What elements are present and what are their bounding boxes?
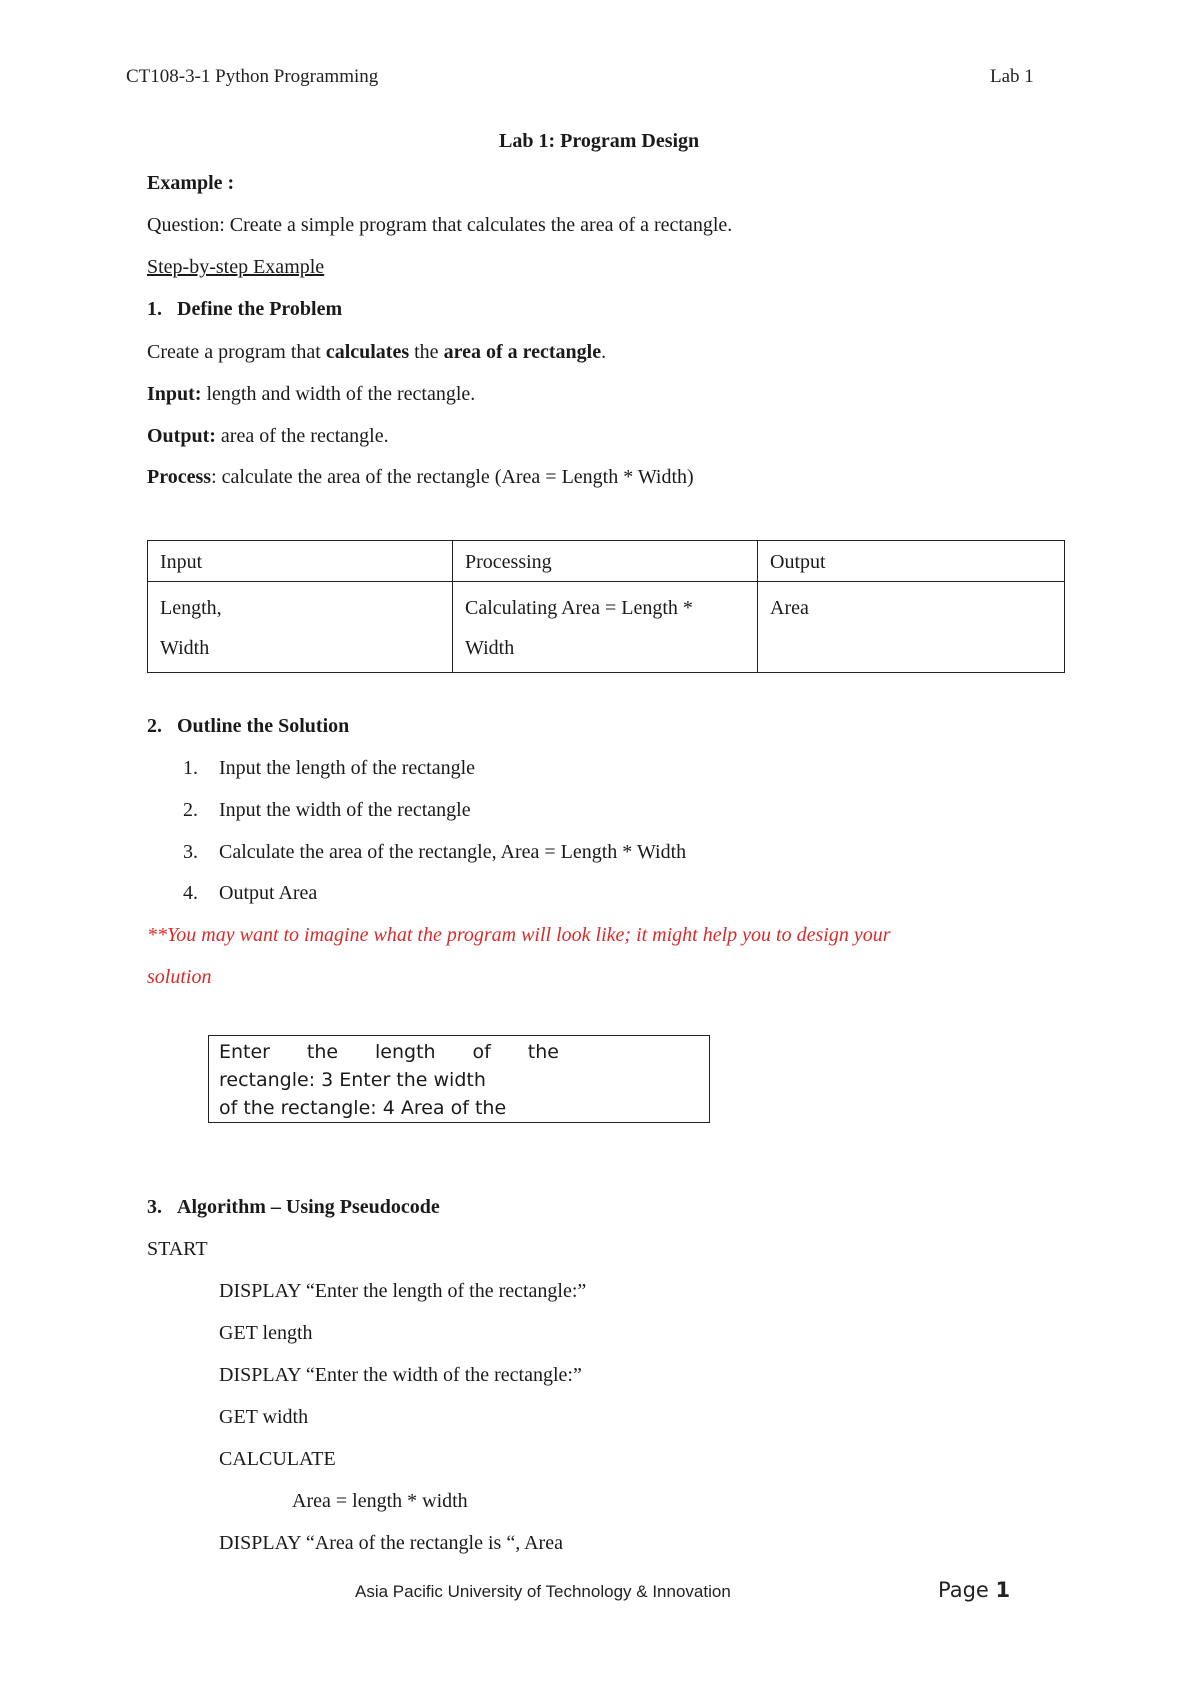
- question-text: Question: Create a simple program that calculates the area of a rectangle.: [147, 214, 733, 236]
- section2-title: Outline the Solution: [177, 715, 350, 737]
- footer-page: [938, 1578, 1010, 1602]
- outline-step: [183, 882, 317, 905]
- page-title: Lab 1: Program Design: [499, 130, 700, 152]
- statement-end: .: [601, 341, 607, 363]
- ipo-header-output: Output: [758, 541, 1065, 582]
- process-label: Process: [147, 466, 212, 488]
- statement-bold-1: calculates: [325, 341, 410, 363]
- outline-step-text: Calculate the area of the rectangle, Area = Length * Width: [219, 841, 687, 863]
- outline-step-text: Output Area: [219, 882, 318, 904]
- outline-step-number: 3.: [183, 841, 198, 863]
- ipo-cell-input: [148, 582, 453, 673]
- pseudocode-line: GET length: [219, 1322, 313, 1344]
- section1-title: Define the Problem: [177, 298, 343, 320]
- section3-heading: [147, 1196, 440, 1219]
- outline-step-number: 4.: [183, 882, 198, 904]
- ipo-header-input: Input: [148, 541, 453, 582]
- console-line-3: of the rectangle: 4 Area of the: [219, 1097, 507, 1119]
- console-word: the: [306, 1041, 339, 1063]
- section3-number: 3.: [147, 1196, 162, 1218]
- ipo-cell-output: [758, 582, 1065, 673]
- outline-step: [183, 757, 475, 780]
- section2-number: 2.: [147, 715, 162, 737]
- page-word: Page: [938, 1578, 989, 1602]
- ipo-data-row: [148, 582, 1065, 673]
- input-text: length and width of the rectangle.: [201, 383, 476, 405]
- ipo-table: [147, 540, 1065, 673]
- console-word: of: [472, 1041, 491, 1063]
- design-note-line2: solution: [147, 966, 212, 988]
- pseudocode-line: CALCULATE: [219, 1448, 336, 1470]
- section3-title: Algorithm – Using Pseudocode: [177, 1196, 440, 1218]
- pseudocode-display-area: DISPLAY “Area of the rectangle is “, Area: [219, 1532, 563, 1554]
- input-label: Input:: [147, 383, 202, 405]
- output-text: area of the rectangle.: [215, 425, 389, 447]
- console-preview-box: [208, 1035, 710, 1123]
- ipo-header-processing: Processing: [453, 541, 758, 582]
- outline-step-text: Input the length of the rectangle: [219, 757, 476, 779]
- console-word: Enter: [219, 1041, 270, 1063]
- console-word: the: [527, 1041, 559, 1063]
- outline-step: [183, 799, 471, 822]
- statement-mid: the: [409, 341, 444, 363]
- ipo-cell-processing: [453, 582, 758, 673]
- design-note-line1: **You may want to imagine what the program will look like; it might help you to design your: [147, 924, 891, 946]
- output-line: [147, 425, 389, 448]
- outline-step-number: 1.: [183, 757, 198, 779]
- header-course: CT108-3-1 Python Programming: [126, 66, 379, 87]
- pseudocode-line: DISPLAY “Enter the length of the rectangle:”: [219, 1280, 587, 1302]
- console-line-2: rectangle: 3 Enter the width: [219, 1069, 486, 1091]
- step-by-step-link: Step-by-step Example: [147, 256, 325, 278]
- process-text: : calculate the area of the rectangle (Area = Length * Width): [211, 466, 694, 488]
- ipo-input-line: Width: [160, 637, 210, 659]
- ipo-input-line: Length,: [160, 597, 222, 619]
- outline-step-number: 2.: [183, 799, 198, 821]
- example-label: Example :: [147, 172, 235, 194]
- pseudocode-start: START: [147, 1238, 208, 1260]
- pseudocode-line: GET width: [219, 1406, 309, 1428]
- statement-pre: Create a program that: [147, 341, 326, 363]
- outline-step-text: Input the width of the rectangle: [219, 799, 471, 821]
- console-word: length: [375, 1041, 436, 1063]
- header-lab: Lab 1: [990, 66, 1034, 87]
- output-label: Output:: [147, 425, 216, 447]
- section2-heading: [147, 715, 349, 738]
- section1-number: 1.: [147, 298, 162, 320]
- ipo-output-line: Area: [770, 597, 809, 619]
- problem-statement: [147, 341, 606, 364]
- console-line-1: [219, 1038, 559, 1066]
- ipo-header-row: [148, 541, 1065, 582]
- statement-bold-2: area of a rectangle: [443, 341, 602, 363]
- ipo-processing-line: Width: [465, 637, 515, 659]
- ipo-processing-line: Calculating Area = Length *: [465, 597, 693, 619]
- input-line: [147, 383, 475, 406]
- outline-step: [183, 841, 686, 864]
- footer-institution: Asia Pacific University of Technology & Innovation: [355, 1582, 731, 1601]
- pseudocode-line: DISPLAY “Enter the width of the rectangle:”: [219, 1364, 582, 1386]
- page-number: 1: [995, 1578, 1011, 1602]
- section1-heading: [147, 298, 342, 321]
- pseudocode-calc-line: Area = length * width: [292, 1490, 468, 1512]
- process-line: [147, 466, 694, 489]
